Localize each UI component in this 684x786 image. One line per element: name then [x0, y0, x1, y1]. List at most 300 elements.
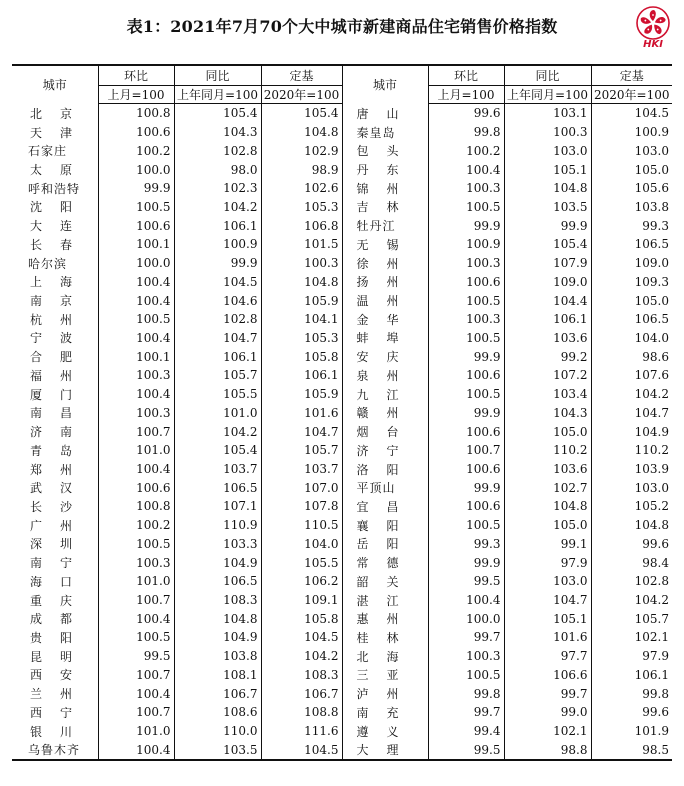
right-city-cell: 泸 州 — [342, 684, 428, 703]
left-value-cell: 104.7 — [174, 329, 261, 348]
left-city-cell: 西 安 — [30, 668, 76, 683]
left-value-cell: 103.7 — [174, 460, 261, 479]
left-value-cell: 100.4 — [98, 740, 174, 760]
left-value-cell: 109.1 — [261, 591, 342, 610]
left-value-cell: 100.0 — [98, 254, 174, 273]
right-value-cell: 103.5 — [504, 198, 591, 217]
left-city-cell: 哈尔滨 — [28, 256, 68, 271]
base-column-header: 定基 — [261, 65, 342, 86]
right-city-cell: 南 充 — [342, 703, 428, 722]
right-value-cell: 99.5 — [428, 572, 504, 591]
left-value-cell: 100.4 — [98, 460, 174, 479]
left-city-cell: 武 汉 — [30, 481, 76, 496]
right-value-cell: 103.1 — [504, 104, 591, 123]
left-value-cell: 101.5 — [261, 235, 342, 254]
right-value-cell: 99.9 — [504, 216, 591, 235]
table-row — [12, 516, 672, 535]
left-value-cell: 100.3 — [98, 553, 174, 572]
right-value-cell: 99.9 — [428, 347, 504, 366]
left-city-cell: 济 南 — [30, 425, 76, 440]
right-value-cell: 100.5 — [428, 666, 504, 685]
right-city-cell: 洛 阳 — [342, 460, 428, 479]
right-value-cell: 101.6 — [504, 628, 591, 647]
yoy-base-label-right: 上年同月=100 — [504, 86, 591, 104]
left-value-cell: 99.5 — [98, 647, 174, 666]
right-value-cell: 106.1 — [504, 310, 591, 329]
left-value-cell: 105.8 — [261, 609, 342, 628]
right-value-cell: 103.4 — [504, 385, 591, 404]
bauhinia-icon — [633, 6, 673, 40]
left-value-cell: 102.3 — [174, 179, 261, 198]
right-city-cell: 韶 关 — [342, 572, 428, 591]
table-row — [12, 160, 672, 179]
left-city-cell: 成 都 — [30, 612, 76, 627]
left-value-cell: 99.9 — [174, 254, 261, 273]
left-value-cell: 100.3 — [98, 404, 174, 423]
right-value-cell: 107.9 — [504, 254, 591, 273]
left-value-cell: 100.6 — [98, 216, 174, 235]
right-value-cell: 110.2 — [504, 441, 591, 460]
left-value-cell: 100.8 — [98, 497, 174, 516]
left-city-cell: 上 海 — [30, 275, 76, 290]
left-city-cell: 大 连 — [30, 219, 76, 234]
right-city-cell: 惠 州 — [342, 609, 428, 628]
right-city-cell: 泉 州 — [342, 366, 428, 385]
left-city-cell: 西 宁 — [30, 705, 76, 720]
right-value-cell: 100.0 — [428, 609, 504, 628]
left-value-cell: 102.6 — [261, 179, 342, 198]
table-row — [12, 254, 672, 273]
right-value-cell: 100.5 — [428, 516, 504, 535]
left-value-cell: 98.9 — [261, 160, 342, 179]
left-value-cell: 100.4 — [98, 291, 174, 310]
right-value-cell: 98.5 — [591, 740, 672, 760]
left-value-cell: 101.6 — [261, 404, 342, 423]
left-value-cell: 104.8 — [174, 609, 261, 628]
right-city-cell: 宜 昌 — [342, 497, 428, 516]
left-value-cell: 106.5 — [174, 478, 261, 497]
right-value-cell: 99.3 — [428, 535, 504, 554]
right-value-cell: 103.8 — [591, 198, 672, 217]
right-value-cell: 103.0 — [591, 141, 672, 160]
left-city-cell: 长 沙 — [30, 499, 76, 514]
left-city-cell: 北 京 — [30, 106, 76, 121]
right-value-cell: 100.5 — [428, 385, 504, 404]
left-value-cell: 100.4 — [98, 329, 174, 348]
left-city-cell: 南 宁 — [30, 556, 76, 571]
right-city-cell: 平顶山 — [342, 478, 428, 497]
right-value-cell: 99.7 — [428, 628, 504, 647]
right-value-cell: 105.0 — [591, 160, 672, 179]
right-city-cell: 安 庆 — [342, 347, 428, 366]
left-city-cell: 呼和浩特 — [28, 181, 81, 196]
left-value-cell: 106.1 — [261, 366, 342, 385]
left-city-cell: 海 口 — [30, 574, 76, 589]
right-value-cell: 99.7 — [428, 703, 504, 722]
left-value-cell: 100.4 — [98, 684, 174, 703]
table-row — [12, 684, 672, 703]
left-value-cell: 105.8 — [261, 347, 342, 366]
left-value-cell: 105.7 — [261, 441, 342, 460]
right-value-cell: 100.3 — [428, 310, 504, 329]
right-city-cell: 蚌 埠 — [342, 329, 428, 348]
table-title: 表1：2021年7月70个大中城市新建商品住宅销售价格指数 — [126, 17, 558, 36]
yoy-base-label: 上年同月=100 — [174, 86, 261, 104]
table-row — [12, 535, 672, 554]
yoy-column-header: 同比 — [174, 65, 261, 86]
left-value-cell: 105.9 — [261, 385, 342, 404]
left-value-cell: 110.9 — [174, 516, 261, 535]
left-value-cell: 99.9 — [98, 179, 174, 198]
right-value-cell: 100.7 — [428, 441, 504, 460]
right-value-cell: 104.9 — [591, 422, 672, 441]
left-value-cell: 105.4 — [174, 441, 261, 460]
right-value-cell: 99.8 — [428, 684, 504, 703]
right-value-cell: 100.9 — [591, 123, 672, 142]
left-value-cell: 108.1 — [174, 666, 261, 685]
right-value-cell: 99.2 — [504, 347, 591, 366]
right-value-cell: 100.3 — [504, 123, 591, 142]
table-row — [12, 628, 672, 647]
right-value-cell: 99.4 — [428, 722, 504, 741]
left-value-cell: 104.9 — [174, 628, 261, 647]
right-value-cell: 100.5 — [428, 198, 504, 217]
right-value-cell: 104.7 — [504, 591, 591, 610]
right-value-cell: 105.0 — [504, 516, 591, 535]
logo-text: HKI — [643, 39, 663, 50]
fixed-base-label-right: 2020年=100 — [591, 86, 672, 104]
left-value-cell: 104.2 — [261, 647, 342, 666]
left-value-cell: 104.7 — [261, 422, 342, 441]
right-value-cell: 100.9 — [428, 235, 504, 254]
right-value-cell: 100.6 — [428, 272, 504, 291]
left-value-cell: 103.7 — [261, 460, 342, 479]
left-city-cell: 南 昌 — [30, 406, 76, 421]
left-value-cell: 104.3 — [174, 123, 261, 142]
table-row — [12, 441, 672, 460]
price-index-table — [12, 64, 672, 761]
right-value-cell: 109.0 — [591, 254, 672, 273]
right-value-cell: 100.6 — [428, 497, 504, 516]
left-value-cell: 106.7 — [261, 684, 342, 703]
right-value-cell: 106.6 — [504, 666, 591, 685]
left-value-cell: 100.7 — [98, 703, 174, 722]
right-city-cell: 烟 台 — [342, 422, 428, 441]
right-city-cell: 牡丹江 — [342, 216, 428, 235]
right-city-cell: 湛 江 — [342, 591, 428, 610]
table-row — [12, 703, 672, 722]
left-value-cell: 100.3 — [98, 366, 174, 385]
left-value-cell: 100.6 — [98, 123, 174, 142]
right-value-cell: 104.2 — [591, 385, 672, 404]
right-value-cell: 99.8 — [591, 684, 672, 703]
right-value-cell: 104.0 — [591, 329, 672, 348]
left-value-cell: 104.0 — [261, 535, 342, 554]
left-city-cell: 宁 波 — [30, 331, 76, 346]
table-row — [12, 235, 672, 254]
right-value-cell: 100.2 — [428, 141, 504, 160]
right-value-cell: 99.6 — [591, 535, 672, 554]
left-city-cell: 太 原 — [30, 163, 76, 178]
right-value-cell: 100.6 — [428, 422, 504, 441]
right-value-cell: 104.5 — [591, 104, 672, 123]
right-city-cell: 九 江 — [342, 385, 428, 404]
left-value-cell: 100.7 — [98, 666, 174, 685]
right-value-cell: 100.5 — [428, 291, 504, 310]
left-value-cell: 100.0 — [98, 160, 174, 179]
table-row — [12, 141, 672, 160]
left-value-cell: 100.2 — [98, 516, 174, 535]
left-value-cell: 101.0 — [98, 441, 174, 460]
right-city-cell: 济 宁 — [342, 441, 428, 460]
left-value-cell: 98.0 — [174, 160, 261, 179]
right-city-cell: 扬 州 — [342, 272, 428, 291]
right-value-cell: 104.7 — [591, 404, 672, 423]
right-value-cell: 100.3 — [428, 647, 504, 666]
right-value-cell: 103.6 — [504, 329, 591, 348]
right-value-cell: 104.3 — [504, 404, 591, 423]
table-row — [12, 179, 672, 198]
right-city-cell: 大 理 — [342, 740, 428, 760]
right-value-cell: 105.7 — [591, 609, 672, 628]
right-city-cell: 岳 阳 — [342, 535, 428, 554]
right-value-cell: 110.2 — [591, 441, 672, 460]
table-row — [12, 460, 672, 479]
right-value-cell: 97.9 — [591, 647, 672, 666]
right-value-cell: 99.9 — [428, 216, 504, 235]
left-value-cell: 110.0 — [174, 722, 261, 741]
left-city-cell: 重 庆 — [30, 593, 76, 608]
table-row — [12, 216, 672, 235]
left-value-cell: 100.3 — [261, 254, 342, 273]
right-value-cell: 99.8 — [428, 123, 504, 142]
left-value-cell: 104.5 — [261, 628, 342, 647]
left-value-cell: 104.5 — [174, 272, 261, 291]
table-row — [12, 591, 672, 610]
table-row — [12, 310, 672, 329]
left-value-cell: 100.4 — [98, 385, 174, 404]
table-row — [12, 123, 672, 142]
right-value-cell: 109.0 — [504, 272, 591, 291]
left-value-cell: 102.8 — [174, 141, 261, 160]
yoy-column-header-right: 同比 — [504, 65, 591, 86]
left-city-cell: 郑 州 — [30, 462, 76, 477]
left-city-cell: 杭 州 — [30, 312, 76, 327]
right-city-cell: 温 州 — [342, 291, 428, 310]
left-value-cell: 105.3 — [261, 329, 342, 348]
left-value-cell: 100.5 — [98, 628, 174, 647]
right-city-cell: 桂 林 — [342, 628, 428, 647]
left-value-cell: 105.4 — [174, 104, 261, 123]
left-value-cell: 100.5 — [98, 198, 174, 217]
left-city-cell: 厦 门 — [30, 387, 76, 402]
mom-column-header-right: 环比 — [428, 65, 504, 86]
city-column-header: 城市 — [12, 65, 98, 104]
right-value-cell: 107.2 — [504, 366, 591, 385]
right-city-cell: 遵 义 — [342, 722, 428, 741]
left-value-cell: 108.8 — [261, 703, 342, 722]
right-value-cell: 100.3 — [428, 179, 504, 198]
left-value-cell: 108.3 — [261, 666, 342, 685]
right-value-cell: 103.9 — [591, 460, 672, 479]
right-value-cell: 99.9 — [428, 478, 504, 497]
right-city-cell: 徐 州 — [342, 254, 428, 273]
left-value-cell: 105.5 — [174, 385, 261, 404]
right-city-cell: 锦 州 — [342, 179, 428, 198]
right-value-cell: 99.9 — [428, 404, 504, 423]
left-value-cell: 101.0 — [98, 722, 174, 741]
right-value-cell: 99.7 — [504, 684, 591, 703]
left-value-cell: 100.1 — [98, 235, 174, 254]
left-city-cell: 广 州 — [30, 518, 76, 533]
right-value-cell: 109.3 — [591, 272, 672, 291]
right-city-cell: 金 华 — [342, 310, 428, 329]
right-value-cell: 106.5 — [591, 310, 672, 329]
right-value-cell: 103.0 — [591, 478, 672, 497]
left-value-cell: 106.1 — [174, 347, 261, 366]
left-value-cell: 110.5 — [261, 516, 342, 535]
table-row — [12, 404, 672, 423]
right-value-cell: 103.0 — [504, 572, 591, 591]
right-city-cell: 秦皇岛 — [342, 123, 428, 142]
right-value-cell: 99.6 — [591, 703, 672, 722]
right-value-cell: 104.4 — [504, 291, 591, 310]
right-value-cell: 104.2 — [591, 591, 672, 610]
right-value-cell: 101.9 — [591, 722, 672, 741]
left-value-cell: 104.8 — [261, 123, 342, 142]
left-city-cell: 昆 明 — [30, 649, 76, 664]
left-value-cell: 101.0 — [98, 572, 174, 591]
left-value-cell: 103.5 — [174, 740, 261, 760]
left-value-cell: 106.2 — [261, 572, 342, 591]
left-value-cell: 105.7 — [174, 366, 261, 385]
right-value-cell: 99.0 — [504, 703, 591, 722]
left-value-cell: 104.6 — [174, 291, 261, 310]
table-row — [12, 272, 672, 291]
table-row — [12, 198, 672, 217]
left-city-cell: 乌鲁木齐 — [12, 740, 98, 760]
right-value-cell: 105.1 — [504, 609, 591, 628]
left-value-cell: 108.3 — [174, 591, 261, 610]
left-city-cell: 长 春 — [30, 237, 76, 252]
table-row — [12, 347, 672, 366]
table-row — [12, 740, 672, 760]
mom-base-label: 上月=100 — [98, 86, 174, 104]
right-value-cell: 99.1 — [504, 535, 591, 554]
left-value-cell: 105.4 — [261, 104, 342, 123]
left-value-cell: 105.9 — [261, 291, 342, 310]
left-value-cell: 100.6 — [98, 478, 174, 497]
right-city-cell: 襄 阳 — [342, 516, 428, 535]
right-city-cell: 北 海 — [342, 647, 428, 666]
table-row — [12, 553, 672, 572]
left-value-cell: 106.8 — [261, 216, 342, 235]
table-body — [12, 104, 672, 761]
left-value-cell: 104.1 — [261, 310, 342, 329]
right-value-cell: 100.6 — [428, 366, 504, 385]
left-value-cell: 105.3 — [261, 198, 342, 217]
left-value-cell: 100.9 — [174, 235, 261, 254]
mom-column-header: 环比 — [98, 65, 174, 86]
right-value-cell: 106.5 — [591, 235, 672, 254]
left-city-cell: 银 川 — [30, 724, 76, 739]
left-value-cell: 107.8 — [261, 497, 342, 516]
table-row — [12, 497, 672, 516]
left-value-cell: 100.4 — [98, 272, 174, 291]
right-value-cell: 100.4 — [428, 591, 504, 610]
right-value-cell: 106.1 — [591, 666, 672, 685]
table-row — [12, 666, 672, 685]
left-city-cell: 合 肥 — [30, 350, 76, 365]
left-value-cell: 102.9 — [261, 141, 342, 160]
right-value-cell: 100.6 — [428, 460, 504, 479]
right-city-cell: 包 头 — [342, 141, 428, 160]
hki-logo — [633, 6, 673, 50]
right-city-cell: 赣 州 — [342, 404, 428, 423]
left-value-cell: 104.5 — [261, 740, 342, 760]
left-value-cell: 106.7 — [174, 684, 261, 703]
right-value-cell: 103.0 — [504, 141, 591, 160]
right-value-cell: 107.6 — [591, 366, 672, 385]
right-value-cell: 100.5 — [428, 329, 504, 348]
base-column-header-right: 定基 — [591, 65, 672, 86]
right-value-cell: 102.1 — [591, 628, 672, 647]
right-value-cell: 105.0 — [504, 422, 591, 441]
right-value-cell: 105.2 — [591, 497, 672, 516]
left-city-cell: 福 州 — [30, 368, 76, 383]
left-city-cell: 南 京 — [30, 294, 76, 309]
right-value-cell: 105.6 — [591, 179, 672, 198]
left-value-cell: 100.5 — [98, 535, 174, 554]
table-row — [12, 609, 672, 628]
right-value-cell: 102.7 — [504, 478, 591, 497]
right-city-cell: 无 锡 — [342, 235, 428, 254]
right-value-cell: 97.9 — [504, 553, 591, 572]
table-row — [12, 329, 672, 348]
left-city-cell: 石家庄 — [28, 144, 68, 159]
table-row — [12, 647, 672, 666]
left-value-cell: 100.7 — [98, 591, 174, 610]
left-value-cell: 104.2 — [174, 422, 261, 441]
right-value-cell: 102.8 — [591, 572, 672, 591]
left-value-cell: 100.4 — [98, 609, 174, 628]
right-value-cell: 99.3 — [591, 216, 672, 235]
left-value-cell: 103.3 — [174, 535, 261, 554]
right-value-cell: 100.4 — [428, 160, 504, 179]
left-value-cell: 100.7 — [98, 422, 174, 441]
table-row — [12, 478, 672, 497]
left-value-cell: 100.2 — [98, 141, 174, 160]
table-row — [12, 572, 672, 591]
right-city-cell: 唐 山 — [342, 104, 428, 123]
left-value-cell: 106.1 — [174, 216, 261, 235]
table-row — [12, 366, 672, 385]
left-value-cell: 105.5 — [261, 553, 342, 572]
left-value-cell: 108.6 — [174, 703, 261, 722]
right-value-cell: 99.6 — [428, 104, 504, 123]
left-value-cell: 104.8 — [261, 272, 342, 291]
city-column-header-right: 城市 — [342, 65, 428, 104]
left-value-cell: 104.2 — [174, 198, 261, 217]
left-city-cell: 沈 阳 — [30, 200, 76, 215]
right-value-cell: 104.8 — [504, 497, 591, 516]
left-city-cell: 贵 阳 — [30, 630, 76, 645]
left-value-cell: 111.6 — [261, 722, 342, 741]
right-value-cell: 104.8 — [504, 179, 591, 198]
left-city-cell: 青 岛 — [30, 443, 76, 458]
left-value-cell: 102.8 — [174, 310, 261, 329]
table-row — [12, 722, 672, 741]
